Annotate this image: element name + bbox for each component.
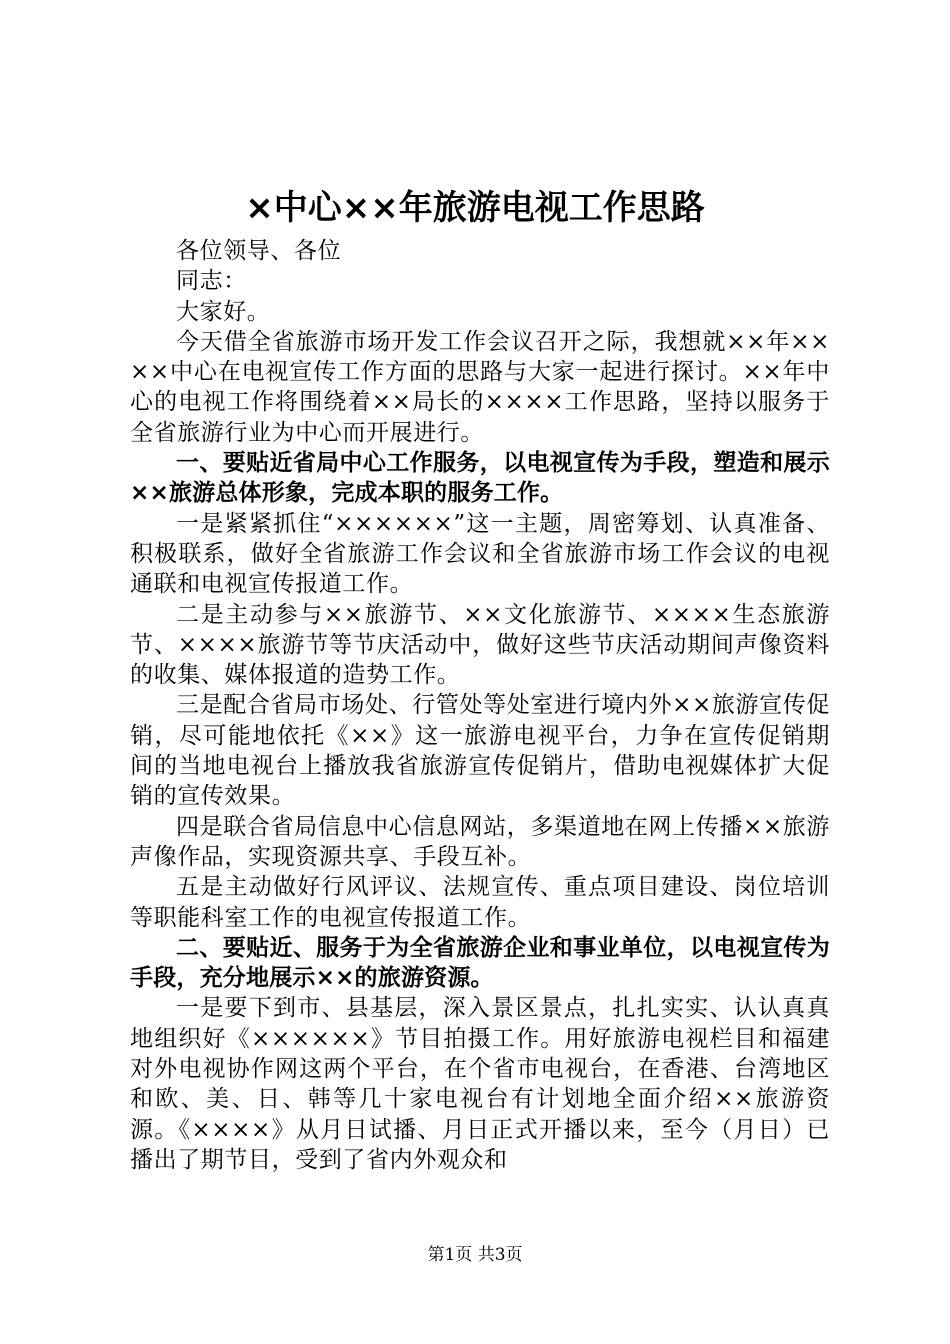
greeting: 大家好。	[176, 298, 271, 325]
section-heading-1: 一、要贴近省局中心工作服务，以电视宣传为手段，塑造和展示××旅游总体形象，完成本职的服务工作。	[130, 450, 830, 507]
document-title: ×中心××年旅游电视工作思路	[245, 188, 705, 228]
document-body	[130, 236, 830, 1175]
page-footer: 第1页 共3页	[427, 1245, 523, 1265]
section-heading-2: 二、要贴近、服务于为全省旅游企业和事业单位，以电视宣传为手段，充分地展示××的旅游资源。	[130, 934, 830, 992]
intro-paragraph: 今天借全省旅游市场开发工作会议召开之际，我想就××年××××中心在电视宣传工作方面的思路与大家一起进行探讨。××年中心的电视工作将围绕着××局长的××××工作思路，坚持以服务于全省旅游行业为中心而开展进行。	[130, 328, 830, 446]
salutation-line-1: 各位领导、各位	[176, 238, 342, 264]
section-1-item-5: 五是主动做好行风评议、法规宣传、重点项目建设、岗位培训等职能科室工作的电视宣传报道工作。	[130, 874, 830, 931]
section-1-item-3: 三是配合省局市场处、行管处等处室进行境内外××旅游宣传促销，尽可能地依托《××》这一旅游电视平台，力争在宣传促销期间的当地电视台上播放我省旅游宣传促销片，借助电视媒体扩大促销的宣传效果。	[130, 692, 830, 810]
section-2-item-1: 一是要下到市、县基层，深入景区景点，扎扎实实、认认真真地组织好《××××××》节目拍摄工作。用好旅游电视栏目和福建对外电视协作网这两个平台，在个省市电视台，在香港、台湾地区和欧、美、日、韩等几十家电视台有计划地全面介绍××旅游资源。《××××》从月日试播、月日正式开播以来，至今（月日）已播出了期节目，受到了省内外观众和	[130, 995, 830, 1173]
section-1-item-4: 四是联合省局信息中心信息网站，多渠道地在网上传播××旅游声像作品，实现资源共享、手段互补。	[130, 813, 830, 870]
salutation-line-2: 同志：	[176, 268, 247, 295]
section-1-item-2: 二是主动参与××旅游节、××文化旅游节、××××生态旅游节、××××旅游节等节庆活动中，做好这些节庆活动期间声像资料的收集、媒体报道的造势工作。	[130, 601, 830, 689]
section-1-item-1: 一是紧紧抓住“××××××”这一主题，周密筹划、认真准备、积极联系，做好全省旅游工作会议和全省旅游市场工作会议的电视通联和电视宣传报道工作。	[130, 510, 830, 598]
